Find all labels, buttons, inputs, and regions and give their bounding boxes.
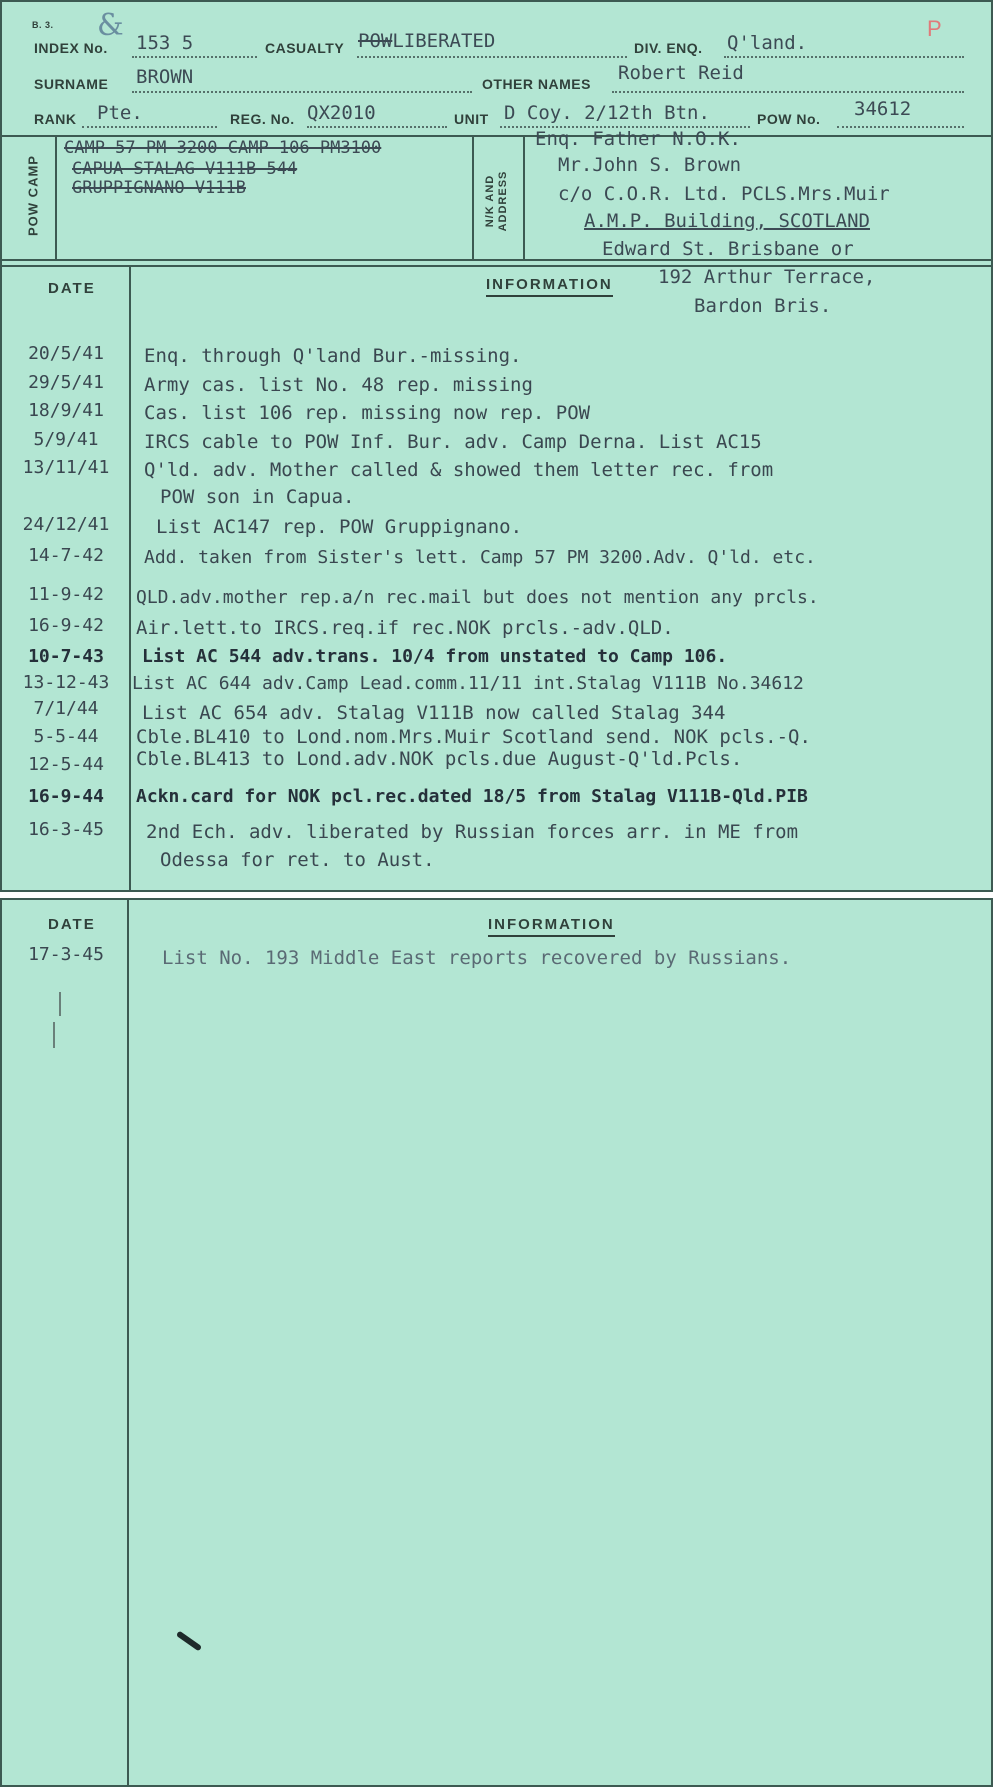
information-header: INFORMATION — [486, 276, 613, 297]
divider-under-box — [2, 259, 993, 261]
nok-line-1: Enq. Father N.O.K. — [535, 128, 741, 150]
unit-value: D Coy. 2/12th Btn. — [504, 102, 710, 124]
rank-label: RANK — [34, 111, 77, 127]
date-header: DATE — [48, 916, 96, 933]
rank-value: Pte. — [97, 102, 143, 124]
entry-date: 24/12/41 — [22, 514, 110, 535]
date-column-divider — [129, 267, 131, 892]
entry-text: Ackn.card for NOK pcl.rec.dated 18/5 from Stalag V111B-Qld.PIB — [136, 786, 808, 807]
entry-text: Army cas. list No. 48 rep. missing — [144, 374, 533, 396]
casualty-label: CASUALTY — [265, 40, 345, 56]
entry-text: List AC 654 adv. Stalag V111B now called Stalag 344 — [142, 702, 726, 724]
date-header: DATE — [48, 280, 96, 297]
entry-text: IRCS cable to POW Inf. Bur. adv. Camp Derna. List AC15 — [144, 431, 762, 453]
pow-no-label: POW No. — [757, 111, 821, 127]
entry-text: Cas. list 106 rep. missing now rep. POW — [144, 402, 591, 424]
entry-date: 12-5-44 — [28, 754, 104, 775]
casualty-line — [357, 56, 627, 58]
information-header: INFORMATION — [488, 916, 615, 937]
ink-mark — [59, 992, 61, 1016]
pow-camp-divider — [55, 135, 57, 259]
entry-date: 18/9/41 — [28, 400, 104, 421]
entry-text: POW son in Capua. — [160, 486, 355, 508]
entry-text: Add. taken from Sister's lett. Camp 57 PM 3200.Adv. Q'ld. etc. — [144, 547, 816, 568]
entry-text: List AC147 rep. POW Gruppignano. — [156, 516, 523, 538]
pow-camp-line-2: CAPUA STALAG V111B 544 — [72, 159, 298, 179]
index-label: INDEX No. — [34, 40, 108, 56]
entry-date: 11-9-42 — [28, 584, 104, 605]
entry-date: 14-7-42 — [28, 545, 104, 566]
other-names-value: Robert Reid — [618, 62, 744, 84]
pow-camp-line-3: GRUPPIGNANO V111B — [72, 178, 246, 198]
entry-text: List AC 544 adv.trans. 10/4 from unstated to Camp 106. — [142, 646, 728, 667]
nok-line-2: Mr.John S. Brown — [558, 154, 742, 176]
entry-text: Air.lett.to IRCS.req.if rec.NOK prcls.-adv.QLD. — [136, 617, 674, 639]
ink-mark — [176, 1631, 202, 1652]
nok-line-3: c/o C.O.R. Ltd. PCLS.Mrs.Muir — [558, 183, 890, 205]
entry-date: 5-5-44 — [33, 726, 99, 747]
entry-date: 29/5/41 — [28, 372, 104, 393]
pow-camp-label: POW CAMP — [25, 155, 41, 236]
entry-text: Enq. through Q'land Bur.-missing. — [144, 345, 522, 367]
surname-line — [132, 91, 472, 93]
reg-no-label: REG. No. — [230, 111, 295, 127]
surname-label: SURNAME — [34, 76, 109, 92]
record-card-front — [0, 0, 993, 892]
nk-address-label: N/K AND ADDRESS — [484, 170, 509, 232]
entry-date: 5/9/41 — [33, 429, 99, 450]
nok-line-4: A.M.P. Building, SCOTLAND — [584, 210, 870, 232]
pow-camp-line-1: CAMP 57 PM 3200 CAMP 106 PM3100 — [64, 138, 382, 158]
nok-line-7: Bardon Bris. — [694, 295, 832, 317]
ink-mark — [53, 1022, 55, 1048]
handwritten-mark: & — [97, 8, 124, 43]
index-value: 153 5 — [136, 32, 194, 54]
entry-text: Q'ld. adv. Mother called & showed them letter rec. from — [144, 459, 774, 481]
reg-no-value: QX2010 — [307, 102, 376, 124]
reg-no-line — [307, 126, 447, 128]
nok-right-divider — [523, 135, 525, 259]
other-names-line — [612, 91, 964, 93]
other-names-label: OTHER NAMES — [482, 76, 591, 92]
div-enq-label: DIV. ENQ. — [634, 40, 703, 56]
div-enq-line — [724, 56, 964, 58]
entry-text: Odessa for ret. to Aust. — [160, 849, 435, 871]
entry-date: 13-12-43 — [22, 672, 110, 693]
rank-line — [82, 126, 217, 128]
entry-date: 7/1/44 — [33, 698, 99, 719]
record-card-back — [0, 898, 993, 1787]
entry-date: 10-7-43 — [28, 646, 104, 667]
entry-date: 16-3-45 — [28, 819, 104, 840]
nok-line-6: 192 Arthur Terrace, — [658, 266, 876, 288]
entry-date: 17-3-45 — [28, 944, 104, 965]
date-column-divider — [127, 900, 129, 1787]
entry-text: QLD.adv.mother rep.a/n rec.mail but does not mention any prcls. — [136, 587, 819, 608]
surname-value: BROWN — [136, 66, 194, 88]
entry-text: List No. 193 Middle East reports recovered by Russians. — [162, 947, 792, 969]
form-code: B. 3. — [32, 20, 54, 30]
entry-text: List AC 644 adv.Camp Lead.comm.11/11 int.Stalag V111B No.34612 — [132, 673, 804, 694]
entry-text: Cble.BL413 to Lond.adv.NOK pcls.due August-Q'ld.Pcls. — [136, 748, 743, 770]
casualty-value: POWLIBERATED — [358, 30, 496, 52]
entry-date: 13/11/41 — [22, 457, 110, 478]
divider-top-box — [2, 135, 993, 137]
nok-line-5: Edward St. Brisbane or — [602, 238, 854, 260]
entry-text: 2nd Ech. adv. liberated by Russian forces arr. in ME from — [146, 821, 799, 843]
pow-no-line — [837, 126, 964, 128]
entry-date: 16-9-44 — [28, 786, 104, 807]
entry-date: 20/5/41 — [28, 343, 104, 364]
index-line — [132, 56, 257, 58]
pow-no-value: 34612 — [854, 98, 912, 120]
entry-text: Cble.BL410 to Lond.nom.Mrs.Muir Scotland send. NOK pcls.-Q. — [136, 726, 811, 748]
entry-date: 16-9-42 — [28, 615, 104, 636]
div-enq-value: Q'land. — [727, 32, 808, 54]
nok-left-divider — [472, 135, 474, 259]
unit-label: UNIT — [454, 111, 489, 127]
corner-mark: P — [927, 16, 942, 41]
